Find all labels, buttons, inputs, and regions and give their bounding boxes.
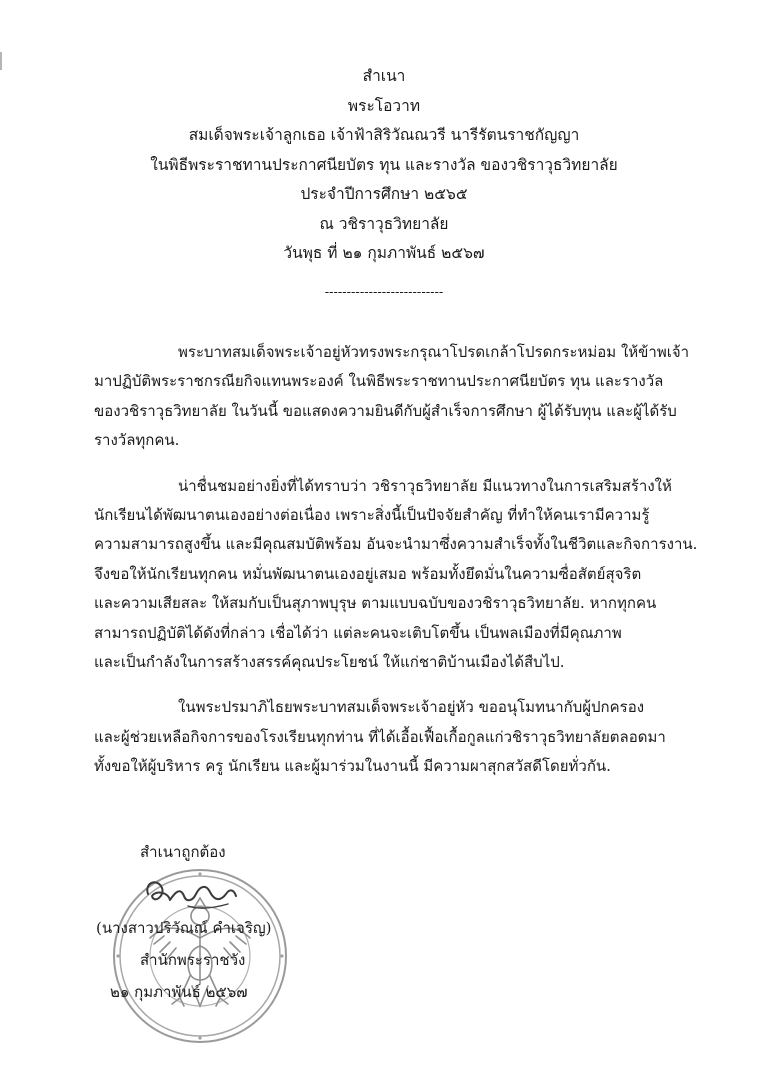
header-royal-name: สมเด็จพระเจ้าลูกเธอ เจ้าฟ้าสิริวัณณวรี นารีรัตนราชกัญญา — [188, 126, 580, 144]
paragraph-line: ในพระปรมาภิไธยพระบาทสมเด็จพระเจ้าอยู่หัว ขออนุโมทนากับผู้ปกครอง — [178, 698, 645, 717]
paragraph-line: รางวัลทุกคน. — [94, 431, 180, 450]
header-divider: --------------------------- — [324, 285, 444, 300]
header-date: วันพุธ ที่ ๒๑ กุมภาพันธ์ ๒๕๖๗ — [283, 244, 485, 262]
paragraph-line: พระบาทสมเด็จพระเจ้าอยู่หัวทรงพระกรุณาโปรดเกล้าโปรดกระหม่อม ให้ข้าพเจ้า — [178, 343, 690, 361]
paragraph-line: นักเรียนได้พัฒนาตนเองอย่างต่อเนื่อง เพราะสิ่งนี้เป็นปัจจัยสำคัญ ที่ทำให้คนเรามีความรู้ — [94, 505, 650, 524]
paragraph-line: สามารถปฏิบัติได้ดังที่กล่าว เชื่อได้ว่า แต่ละคนจะเติบโตขึ้น เป็นพลเมืองที่มีคุณภาพ — [94, 623, 622, 642]
certification-date: ๒๑ กุมภาพันธ์ ๒๕๖๗ — [110, 983, 248, 1001]
header-academic-year: ประจำปีการศึกษา ๒๕๖๕ — [300, 185, 468, 203]
paragraph-gap — [94, 456, 706, 472]
signer-office: สำนักพระราชวัง — [140, 951, 246, 969]
document-header — [0, 62, 768, 269]
paragraph-line: ความสามารถสูงขึ้น และมีคุณสมบัติพร้อม อันจะนำมาซึ่งความสำเร็จทั้งในชีวิตและกิจการงาน. — [94, 535, 698, 554]
paragraph-line: มาปฏิบัติพระราชกรณียกิจแทนพระองค์ ในพิธีพระราชทานประกาศนียบัตร ทุน และรางวัล — [94, 372, 664, 391]
paragraph-line: และเป็นกำลังในการสร้างสรรค์คุณประโยชน์ ให้แก่ชาติบ้านเมืองได้สืบไป. — [94, 652, 565, 671]
paragraph-3 — [94, 693, 706, 781]
header-title: พระโอวาท — [347, 96, 421, 115]
certified-copy-label: สำเนาถูกต้อง — [140, 843, 226, 861]
paragraph-gap — [94, 677, 706, 693]
paragraph-2 — [94, 472, 706, 678]
paragraph-line: ของวชิราวุธวิทยาลัย ในวันนี้ ขอแสดงความยินดีกับผู้สำเร็จการศึกษา ผู้ได้รับทุน และผู้ได้รับ — [94, 401, 677, 420]
header-copy-label: สำเนา — [362, 67, 406, 85]
paragraph-1 — [94, 338, 706, 456]
header-ceremony: ในพิธีพระราชทานประกาศนียบัตร ทุน และรางวัล ของวชิราวุธวิทยาลัย — [150, 155, 618, 174]
speech-body — [94, 338, 706, 781]
paragraph-line: จึงขอให้นักเรียนทุกคน หมั่นพัฒนาตนเองอยู่เสมอ พร้อมทั้งยึดมั่นในความซื่อสัตย์สุจริต — [94, 564, 642, 583]
signer-name: (นางสาวปริวัณณ์ คำเจริญ) — [96, 919, 272, 937]
header-venue: ณ วชิราวุธวิทยาลัย — [319, 214, 449, 233]
handwritten-signature — [140, 872, 240, 916]
paragraph-line: และความเสียสละ ให้สมกับเป็นสุภาพบุรุษ ตามแบบฉบับของวชิราวุธวิทยาลัย. หากทุกคน — [94, 594, 657, 613]
paragraph-line: ทั้งขอให้ผู้บริหาร ครู นักเรียน และผู้มาร่วมในงานนี้ มีความผาสุกสวัสดีโดยทั่วกัน. — [94, 757, 611, 776]
paragraph-line: และผู้ช่วยเหลือกิจการของโรงเรียนทุกท่าน ที่ได้เอื้อเฟื้อเกื้อกูลแก่วชิราวุธวิทยาลัยตลอดมา — [94, 727, 666, 746]
paragraph-line: น่าชื่นชมอย่างยิ่งที่ได้ทราบว่า วชิราวุธวิทยาลัย มีแนวทางในการเสริมสร้างให้ — [178, 476, 672, 495]
